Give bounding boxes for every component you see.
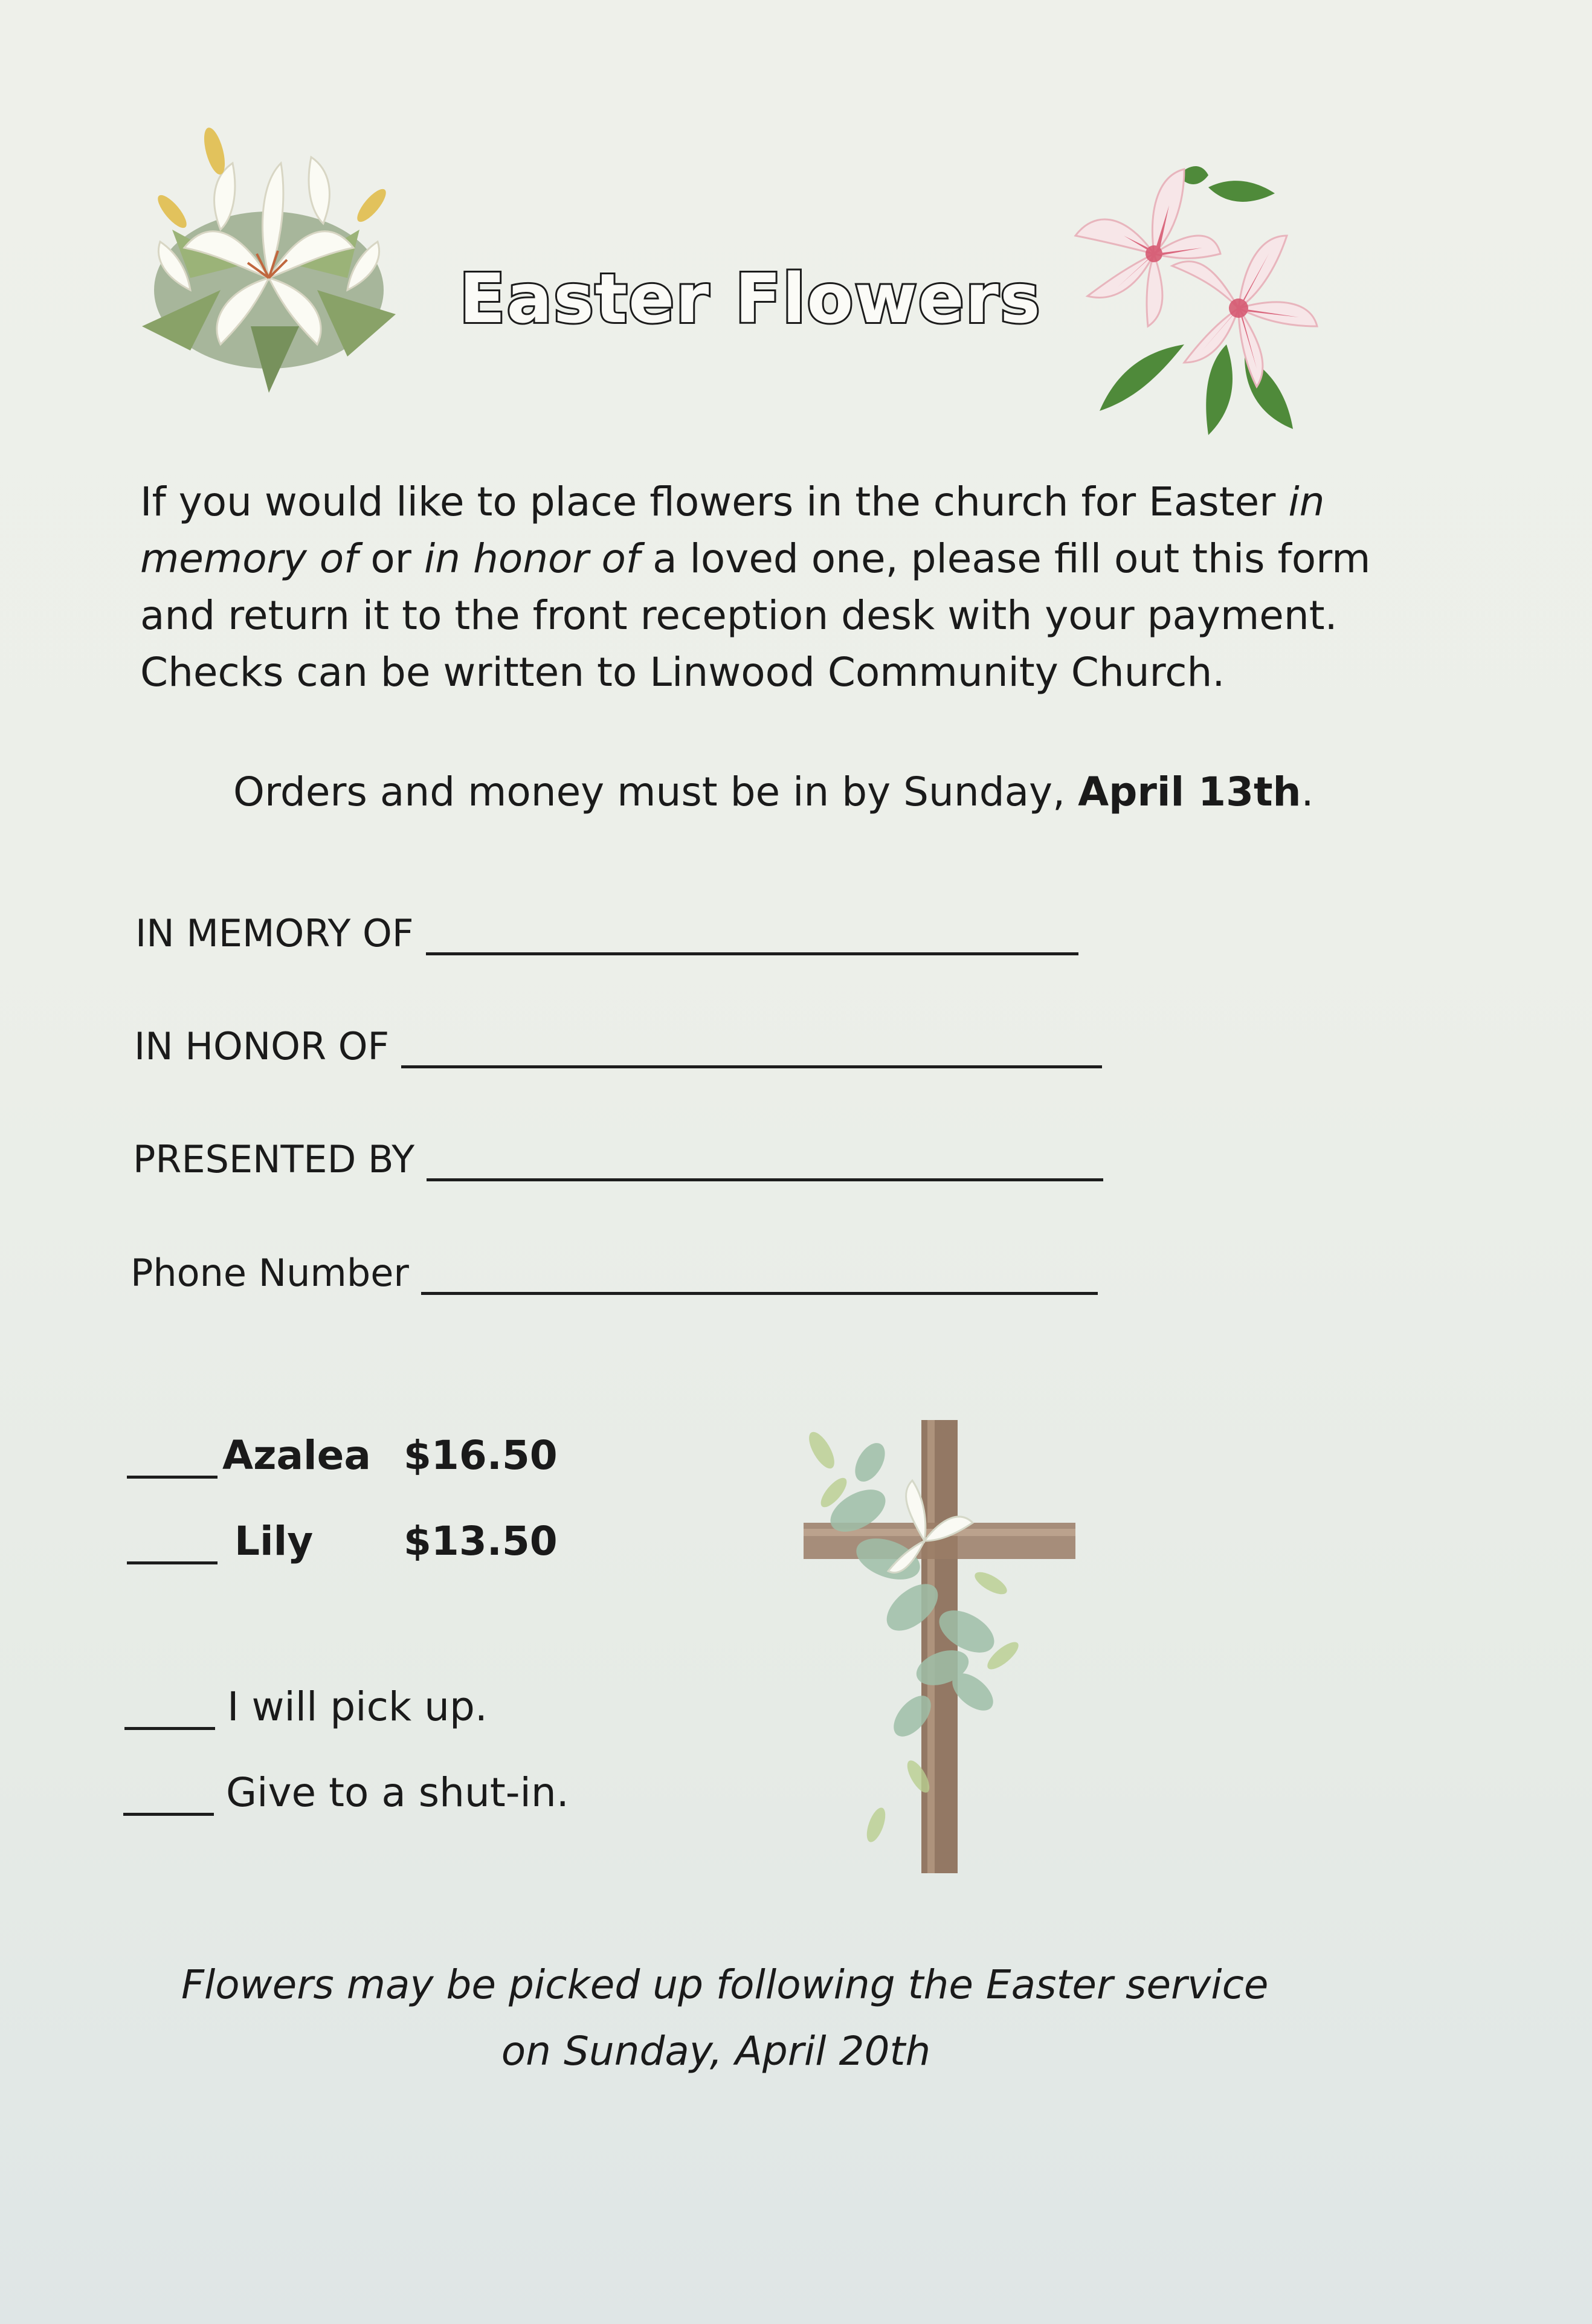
azalea-price: $16.50 — [404, 1432, 558, 1479]
pickup-label: I will pick up. — [227, 1683, 488, 1730]
lily-option — [127, 1518, 558, 1564]
intro-italic-honor: in honor of — [424, 535, 640, 582]
phone-label: Phone Number — [131, 1251, 409, 1295]
lily-quantity-blank[interactable] — [127, 1531, 218, 1564]
azalea-option — [127, 1432, 558, 1479]
pickup-blank[interactable] — [124, 1697, 215, 1730]
white-lily-bouquet-icon — [118, 109, 420, 411]
pickup-option — [124, 1683, 488, 1730]
intro-paragraph — [140, 474, 1385, 701]
shutin-option — [123, 1769, 569, 1816]
floral-cross-icon — [785, 1402, 1088, 1885]
deadline-notice — [233, 769, 1321, 815]
page-title: Easter Flowers — [459, 260, 1042, 338]
memory-field — [135, 911, 1078, 955]
azalea-label: Azalea — [222, 1432, 371, 1479]
intro-text-3: a loved one, please fill out this form and return it to the front reception desk with your payment. Checks can be written to Linwood Community Church. — [140, 535, 1371, 696]
lily-label: Lily — [234, 1518, 314, 1564]
memory-label: IN MEMORY OF — [135, 911, 414, 955]
deadline-text: Orders and money must be in by Sunday, — [233, 769, 1078, 815]
deadline-date: April 13th — [1078, 769, 1301, 815]
phone-blank-line[interactable] — [421, 1260, 1098, 1295]
shutin-blank[interactable] — [123, 1783, 214, 1816]
intro-text-2: or — [358, 535, 424, 582]
azalea-quantity-blank[interactable] — [127, 1445, 218, 1479]
lily-price: $13.50 — [404, 1518, 558, 1564]
honor-blank-line[interactable] — [401, 1034, 1102, 1068]
pickup-notice-line-2: on Sunday, April 20th — [501, 2028, 931, 2074]
pink-lily-icon — [1063, 151, 1341, 441]
pickup-notice — [181, 1952, 1269, 2085]
phone-field — [131, 1251, 1098, 1295]
memory-blank-line[interactable] — [426, 921, 1078, 955]
pickup-notice-line-1: Flowers may be picked up following the Easter service — [181, 1961, 1269, 2008]
shutin-label: Give to a shut-in. — [226, 1769, 569, 1816]
honor-field — [134, 1024, 1102, 1068]
intro-text-1: If you would like to place flowers in the church for Easter — [140, 479, 1289, 525]
intro-italic-memory: in memory of — [140, 479, 1325, 582]
presented-blank-line[interactable] — [427, 1147, 1103, 1181]
honor-label: IN HONOR OF — [134, 1024, 390, 1068]
presented-field — [133, 1137, 1103, 1181]
presented-label: PRESENTED BY — [133, 1137, 415, 1181]
deadline-period: . — [1301, 769, 1314, 815]
